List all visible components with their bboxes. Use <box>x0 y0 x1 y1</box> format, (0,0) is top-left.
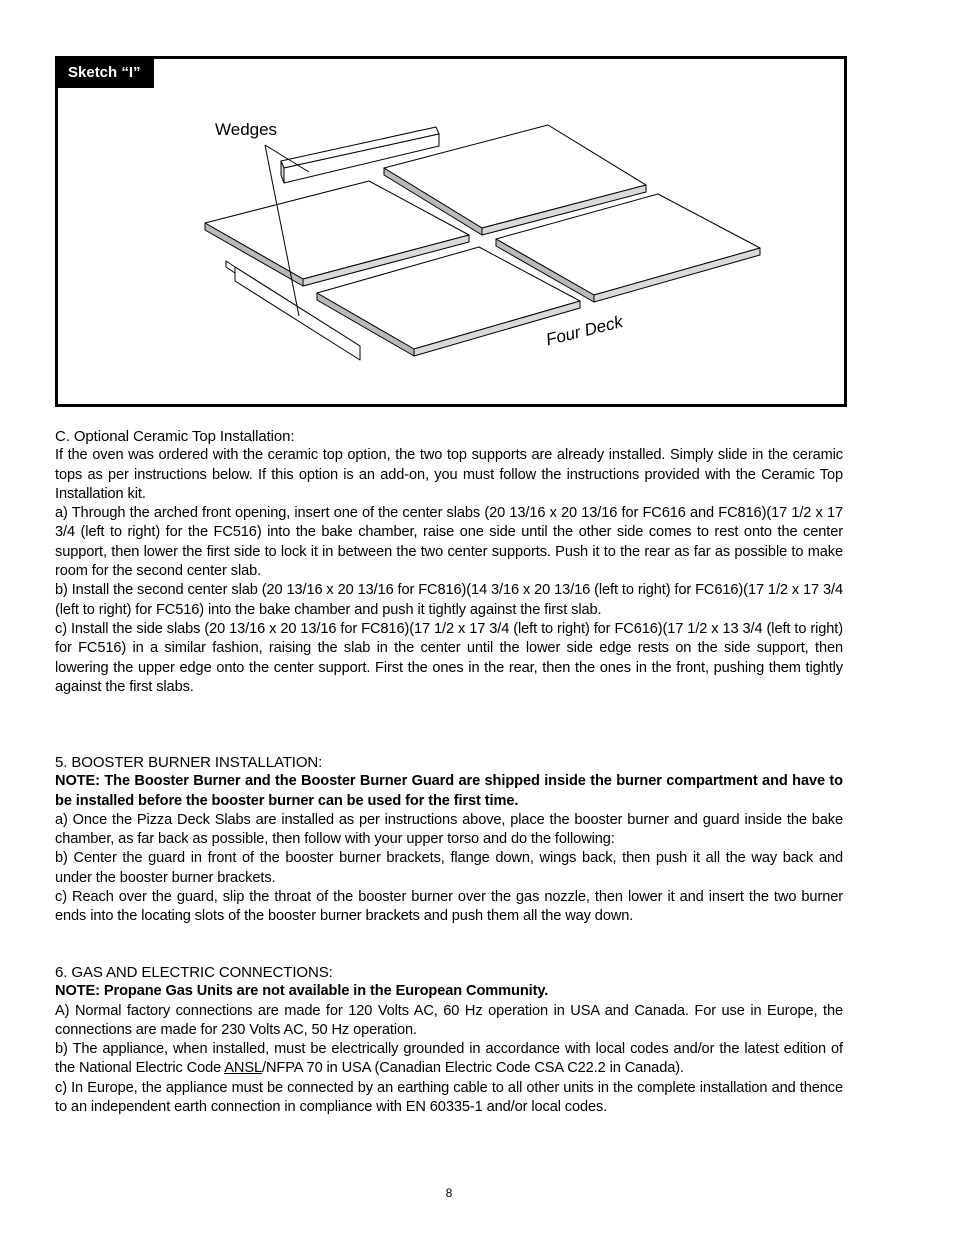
section-5-step-a: a) Once the Pizza Deck Slabs are installed as per instructions above, place the booster burner and guard inside the bake chamber, as far back as possible, then follow with your upper torso and do the following: <box>55 811 843 848</box>
section-c-step-c: c) Install the side slabs (20 13/16 x 20 13/16 for FC816)(17 1/2 x 17 3/4 (left to right) for FC616)(17 1/2 x 13 3/4 (left to right) for FC516) in a similar fashion, raising the slab in the center until the lower side edge rests on the side support, then lowering the upper edge onto the center support. First the ones in the rear, then the ones in the front, pushing them tightly against the first slabs. <box>55 620 843 695</box>
section-c-intro: If the oven was ordered with the ceramic top option, the two top supports are already installed. Simply slide in the ceramic tops as per instructions below. If this option is an add-on, you must follow the instructions provided with the Ceramic Top Installation kit. <box>55 447 843 502</box>
page-number: 8 <box>445 1186 453 1200</box>
section-ceramic-top <box>55 427 843 697</box>
section-6-step-b <box>55 1040 843 1079</box>
section-5-step-b: b) Center the guard in front of the booster burner brackets, flange down, wings back, then push it all the way back and under the booster burner brackets. <box>55 850 843 886</box>
section-c-heading: C. Optional Ceramic Top Installation: <box>55 428 295 445</box>
section-gas-electric <box>55 963 843 1117</box>
section-6-step-c: c) In Europe, the appliance must be connected by an earthing cable to all other units in the complete installation and thence to an independent earth connection in compliance with EN 60335-1 and/or local codes. <box>55 1079 843 1116</box>
four-deck-illustration <box>58 59 844 404</box>
section-6-step-b-text: b) The appliance, when installed, must be electrically grounded in accordance with local codes and/or the latest edition of the National Electric Code <box>55 1041 843 1077</box>
section-c-step-b: b) Install the second center slab (20 13/16 x 20 13/16 for FC816)(14 3/16 x 20 13/16 (left to right) for FC616)(17 1/2 x 17 3/4 (left to right) for FC516) into the bake chamber and push it tightly against the first slab. <box>55 582 843 618</box>
section-5-step-c: c) Reach over the guard, slip the throat of the booster burner over the gas nozzle, then lower it and insert the two burner ends into the locating slots of the booster burner brackets and push them all the way down. <box>55 889 843 925</box>
section-6-note: NOTE: Propane Gas Units are not available in the European Community. <box>55 983 549 1000</box>
sketch-figure <box>55 56 847 407</box>
section-c-step-a: a) Through the arched front opening, insert one of the center slabs (20 13/16 x 20 13/16 for FC616 and FC816)(17 1/2 x 17 3/4 (left to right) for the FC516) into the bake chamber, raise one side until the other side comes to rest onto the center support, then lower the first side to lock it in between the two center supports. Push it to the rear as far as possible to make room for the second center slab. <box>55 505 843 580</box>
section-6-step-b-text-end: /NFPA 70 in USA (Canadian Electric Code CSA C22.2 in Canada). <box>262 1060 684 1077</box>
section-6-step-a: A) Normal factory connections are made for 120 Volts AC, 60 Hz operation in USA and Canada. For use in Europe, the connections are made for 230 Volts AC, 50 Hz operation. <box>55 1002 843 1038</box>
wedges-label: Wedges <box>215 120 278 139</box>
section-booster-burner <box>55 753 843 927</box>
section-5-note: NOTE: The Booster Burner and the Booster Burner Guard are shipped inside the burner compartment and have to be installed before the booster burner can be used for the first time. <box>55 773 843 809</box>
section-6-heading: 6. GAS AND ELECTRIC CONNECTIONS: <box>55 964 333 981</box>
four-deck-label: Four Deck <box>544 312 625 350</box>
section-5-heading: 5. BOOSTER BURNER INSTALLATION: <box>55 754 323 771</box>
sketch-label: Sketch “I” <box>58 59 154 88</box>
ansl-underlined: ANSL <box>224 1060 263 1077</box>
